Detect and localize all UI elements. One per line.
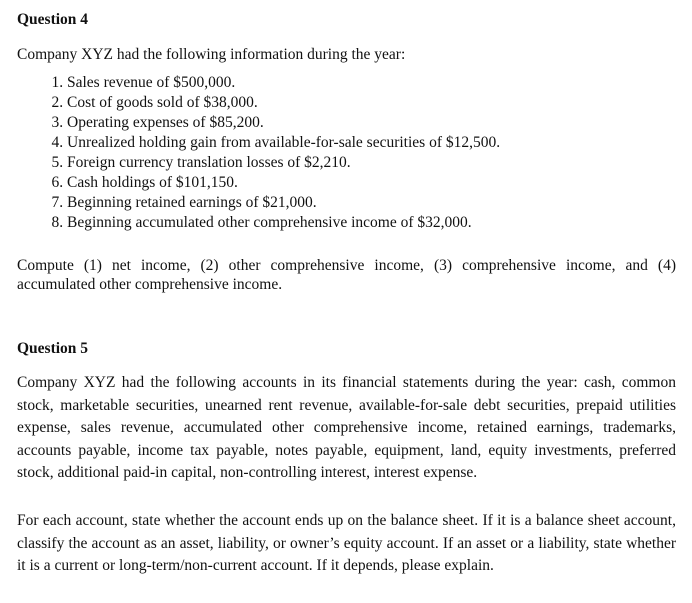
- question-4-intro: Company XYZ had the following information during the year:: [17, 46, 406, 63]
- list-item: 6. Cash holdings of $101,150.: [67, 173, 500, 193]
- question-5-task: For each account, state whether the account ends up on the balance sheet. If it is a balance sheet account, classify the account as an asset, liability, or owner’s equity account. If an asset or a liability, state whether it is a current or long-term/non-current account. If it depends, please explain.: [17, 512, 676, 574]
- question-5-accounts: Company XYZ had the following accounts in its financial statements during the year: cash, common stock, marketable securities, unearned rent revenue, available-for-sale debt securities, prepaid utilities expense, sales revenue, accumulated other comprehensive income, retained earnings, trademarks, accounts payable, income tax payable, notes payable, equipment, land, equity investments, preferred stock, additional paid-in capital, non-controlling interest, interest expense.: [17, 374, 676, 481]
- question-4-title: Question 4: [17, 11, 89, 28]
- list-item: 3. Operating expenses of $85,200.: [67, 113, 500, 133]
- list-item: 4. Unrealized holding gain from available-for-sale securities of $12,500.: [67, 133, 500, 153]
- list-item: 5. Foreign currency translation losses of $2,210.: [67, 153, 500, 173]
- question-4-task: Compute (1) net income, (2) other comprehensive income, (3) comprehensive income, and (4) accumulated other comprehensive income.: [17, 257, 676, 293]
- list-item: 8. Beginning accumulated other comprehensive income of $32,000.: [67, 213, 500, 233]
- question-4-list: [0, 73, 500, 233]
- list-item: 2. Cost of goods sold of $38,000.: [67, 93, 500, 113]
- list-item: 1. Sales revenue of $500,000.: [67, 73, 500, 93]
- question-5-title: Question 5: [17, 340, 89, 357]
- list-item: 7. Beginning retained earnings of $21,000.: [67, 193, 500, 213]
